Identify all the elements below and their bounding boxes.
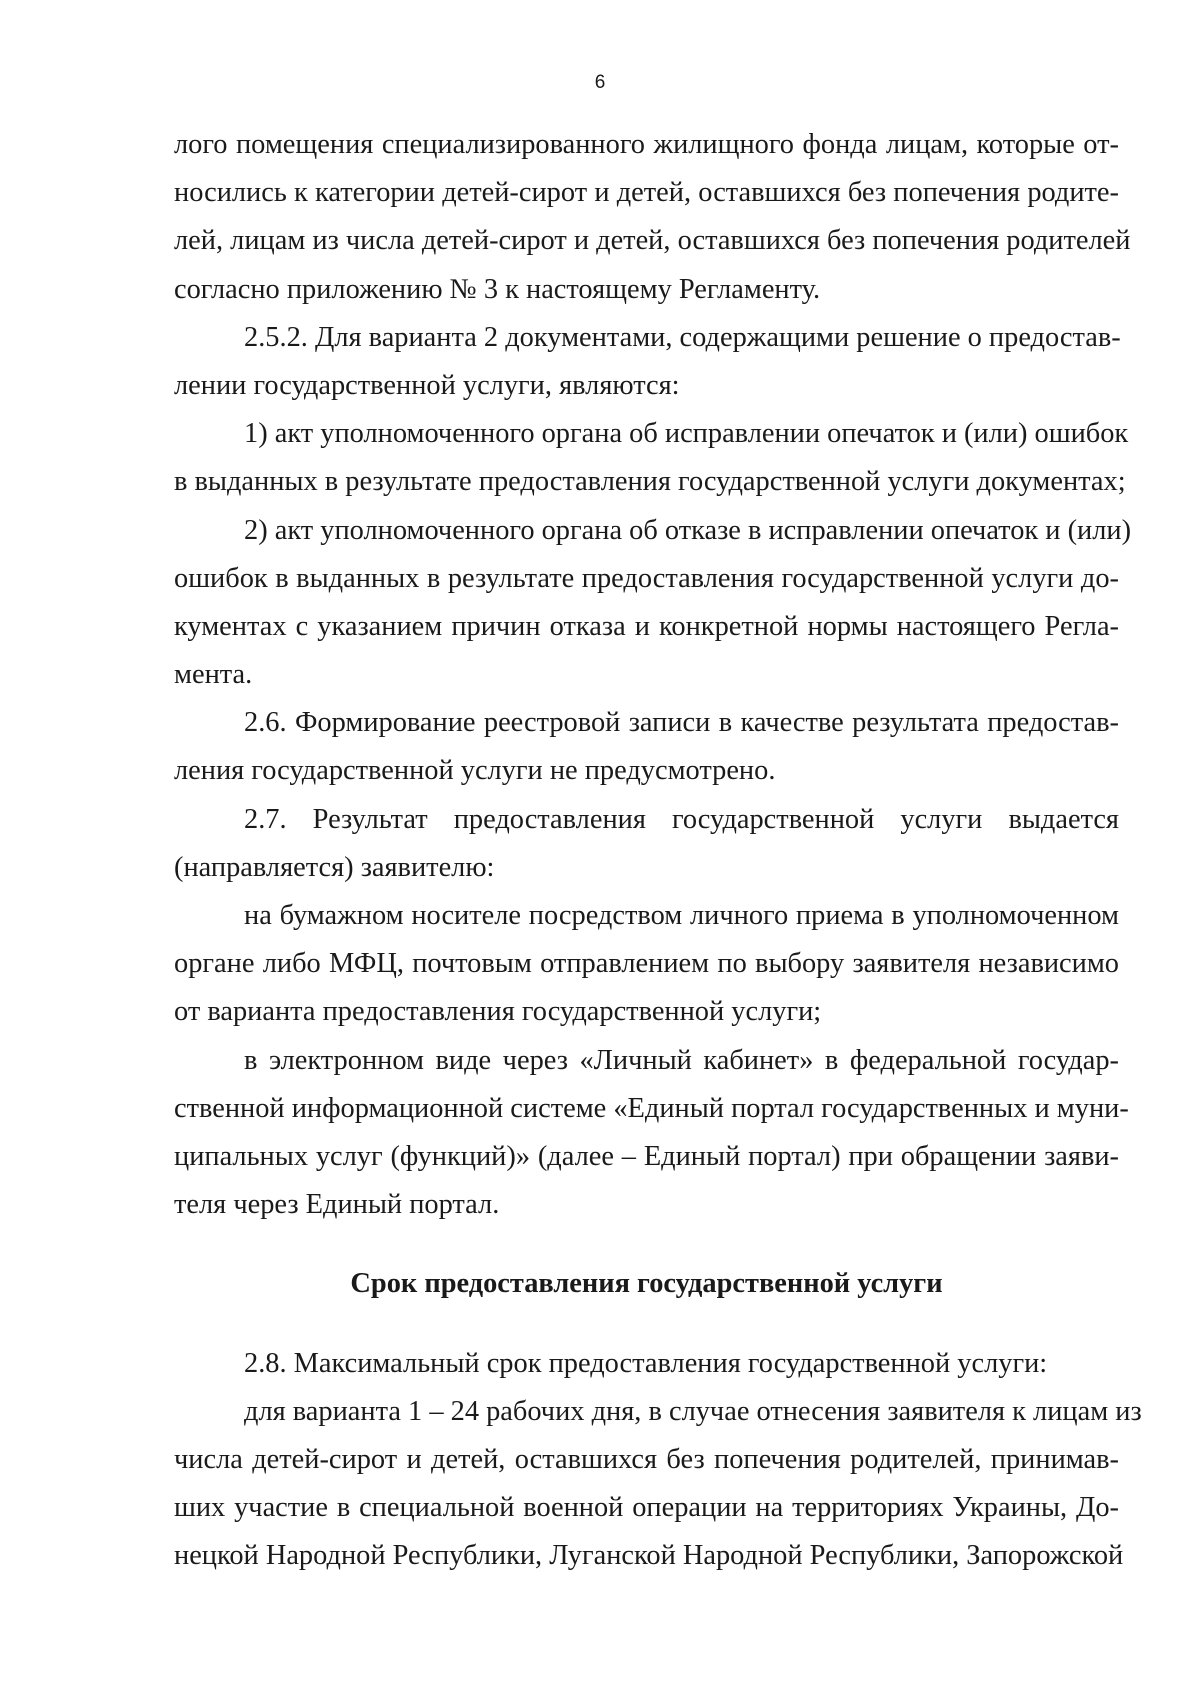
text-line: числа детей-сирот и детей, оставшихся без попечения родителей, принимав- [174, 1443, 1119, 1475]
page-number: 6 [594, 72, 606, 93]
text-line: лого помещения специализированного жилищного фонда лицам, которые от- [174, 129, 1119, 160]
section-gap [174, 1229, 1119, 1260]
text-line: кументах с указанием причин отказа и конкретной нормы настоящего Регла- [174, 610, 1119, 642]
document-body [174, 121, 1142, 1580]
text-line: согласно приложению № 3 к настоящему Регламенту. [174, 273, 821, 305]
text-line: 2.5.2. Для варианта 2 документами, содержащими решение о предостав- [244, 321, 1121, 353]
text-line: ления государственной услуги не предусмотрено. [174, 755, 776, 787]
text-line: ственной информационной системе «Единый портал государственных и муни- [174, 1092, 1129, 1124]
text-line: теля через Единый портал. [174, 1189, 500, 1221]
section-gap [174, 1309, 1119, 1340]
text-line: (направляется) заявителю: [174, 851, 495, 883]
text-line: ошибок в выданных в результате предоставления государственной услуги до- [174, 562, 1119, 594]
text-line: носились к категории детей-сирот и детей, оставшихся без попечения родите- [174, 177, 1119, 209]
text-line: 2.7. Результат предоставления государственной услуги выдается [244, 803, 1119, 835]
text-line: ципальных услуг (функций)» (далее – Единый портал) при обращении заяви- [174, 1140, 1119, 1172]
text-line: для варианта 1 – 24 рабочих дня, в случае отнесения заявителя к лицам из [244, 1395, 1142, 1427]
text-line: в электронном виде через «Личный кабинет» в федеральной государ- [244, 1044, 1119, 1076]
text-line: 2.6. Формирование реестровой записи в качестве результата предостав- [244, 707, 1119, 739]
text-line: от варианта предоставления государственной услуги; [174, 996, 822, 1028]
text-line: 1) акт уполномоченного органа об исправлении опечаток и (или) ошибок [244, 418, 1129, 450]
text-line: 2.8. Максимальный срок предоставления государственной услуги: [244, 1347, 1048, 1379]
section-heading: Срок предоставления государственной услуги [350, 1268, 943, 1300]
text-line: ших участие в специальной военной операции на территориях Украины, До- [174, 1492, 1119, 1524]
text-line: на бумажном носителе посредством личного приема в уполномоченном [244, 900, 1119, 931]
text-line: в выданных в результате предоставления государственной услуги документах; [174, 466, 1126, 498]
text-line: органе либо МФЦ, почтовым отправлением по выбору заявителя независимо [174, 948, 1119, 980]
text-line: нецкой Народной Республики, Луганской Народной Республики, Запорожской [174, 1540, 1124, 1572]
text-line: 2) акт уполномоченного органа об отказе в исправлении опечаток и (или) [244, 514, 1132, 546]
text-line: лей, лицам из числа детей-сирот и детей, оставшихся без попечения родителей [174, 225, 1131, 257]
text-line: мента. [174, 659, 253, 691]
text-line: лении государственной услуги, являются: [174, 369, 680, 401]
